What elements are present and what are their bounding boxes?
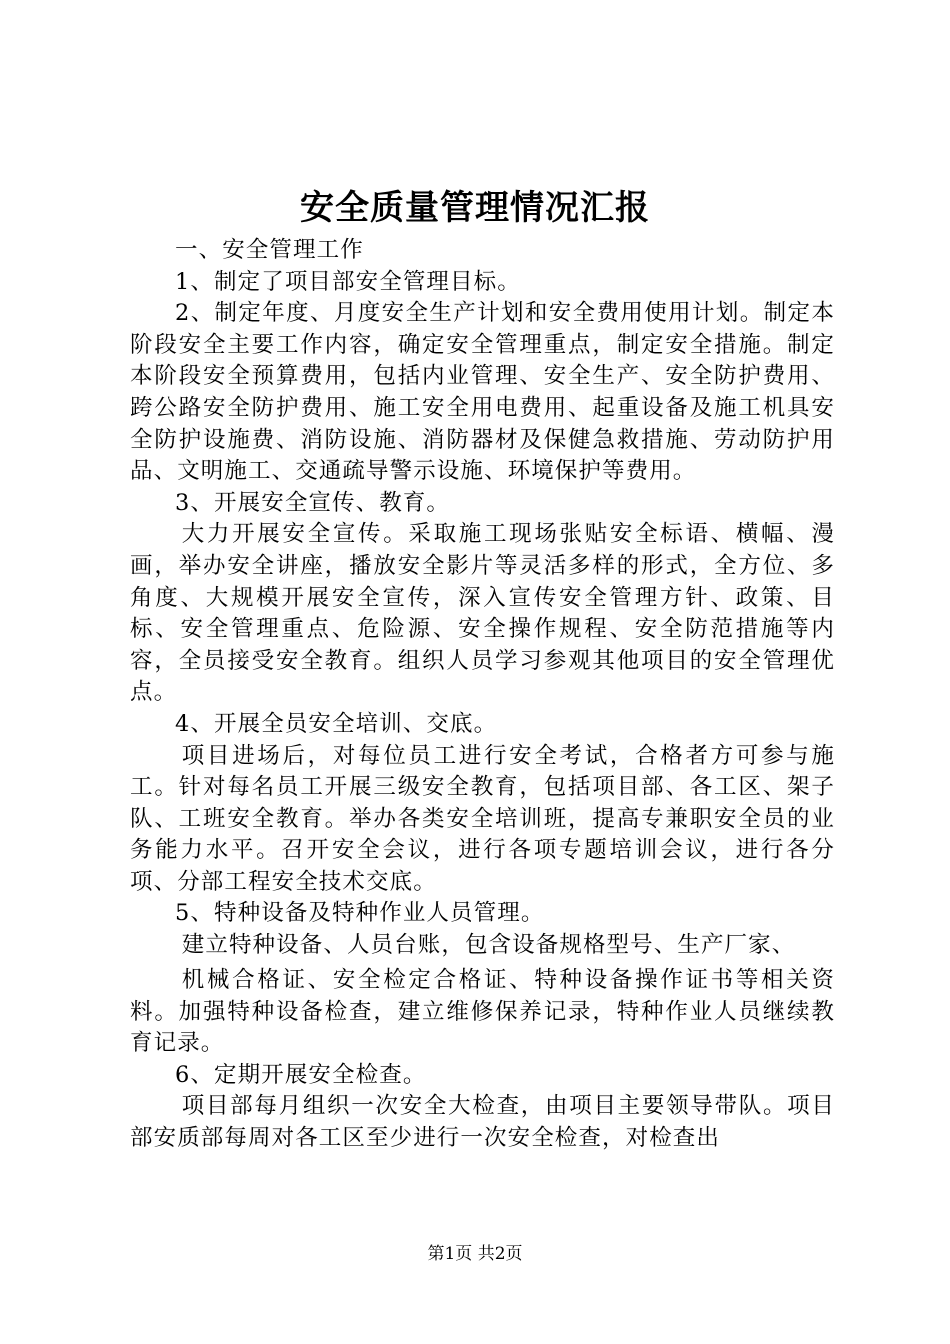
item-3-paragraph: 大力开展安全宣传。采取施工现场张贴安全标语、横幅、漫画，举办安全讲座，播放安全影片等灵活多样的形式，全方位、多角度、大规模开展安全宣传，深入宣传安全管理方针、政策、目标、安全管理重点、危险源、安全操作规程、安全防范措施等内容，全员接受安全教育。组织人员学习参观其他项目的安全管理优点。 <box>130 521 835 706</box>
item-6-heading: 6、定期开展安全检查。 <box>175 1061 427 1088</box>
section-heading-safety-management: 一、安全管理工作 <box>175 237 364 263</box>
item-4-heading: 4、开展全员安全培训、交底。 <box>175 710 498 737</box>
item-5-paragraph-start: 建立特种设备、人员台账，包含设备规格型号、生产厂家、 <box>181 932 796 959</box>
document-body-section-2 <box>130 965 835 1155</box>
document-title: 安全质量管理情况汇报 <box>300 188 650 228</box>
item-4-paragraph: 项目进场后，对每位员工进行安全考试，合格者方可参与施工。针对每名员工开展三级安全教育，包括项目部、各工区、架子队、工班安全教育。举办各类安全培训班，提高专兼职安全员的业务能力水平。召开安全会议，进行各项专题培训会议，进行各分项、分部工程安全技术交底。 <box>130 742 835 895</box>
item-2-paragraph: 2、制定年度、月度安全生产计划和安全费用使用计划。制定本阶段安全主要工作内容，确定安全管理重点，制定安全措施。制定本阶段安全预算费用，包括内业管理、安全生产、安全防护费用、跨公路安全防护费用、施工安全用电费用、起重设备及施工机具安全防护设施费、消防设施、消防器材及保健急救措施、劳动防护用品、文明施工、交通疏导警示设施、环境保护等费用。 <box>130 300 835 485</box>
item-3-heading: 3、开展安全宣传、教育。 <box>175 489 451 516</box>
page-footer: 第1页 共2页 <box>427 1244 523 1264</box>
item-5-heading: 5、特种设备及特种作业人员管理。 <box>175 900 545 927</box>
document-body-section-1 <box>130 235 835 962</box>
item-6-paragraph: 项目部每月组织一次安全大检查，由项目主要领导带队。项目部安质部每周对各工区至少进行一次安全检查，对检查出 <box>130 1093 835 1151</box>
item-5-paragraph-continued: 机械合格证、安全检定合格证、特种设备操作证书等相关资料。加强特种设备检查，建立维修保养记录，特种作业人员继续教育记录。 <box>130 967 835 1057</box>
item-1-heading: 1、制定了项目部安全管理目标。 <box>175 268 521 295</box>
